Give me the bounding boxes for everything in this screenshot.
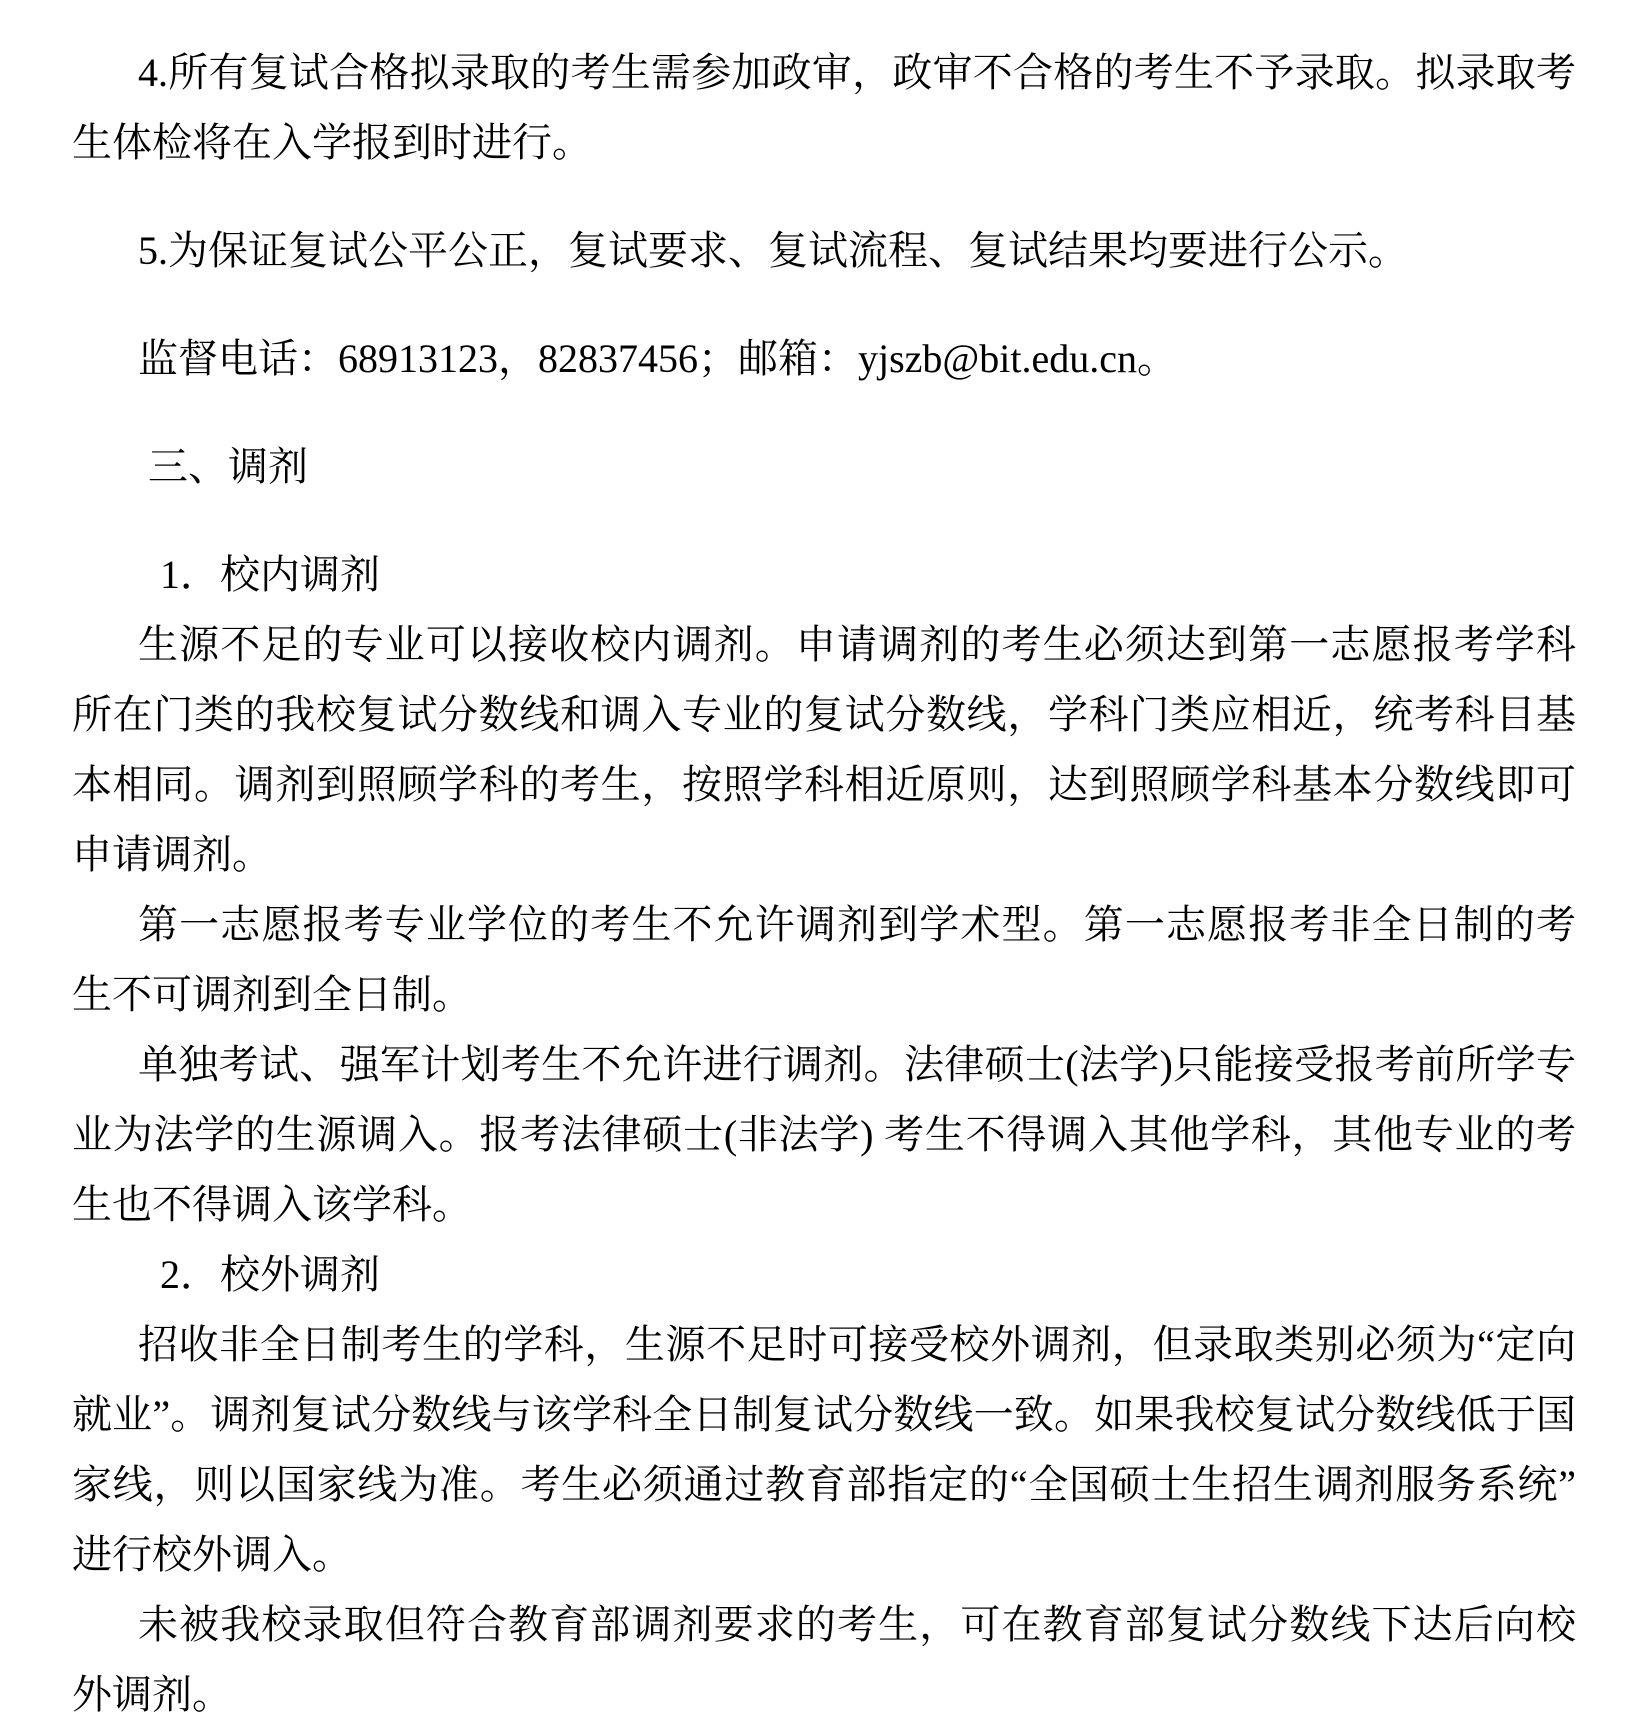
paragraph-political-review: 4.所有复试合格拟录取的考生需参加政审，政审不合格的考生不予录取。拟录取考生体检将在入学报到时进行。 <box>72 50 1576 165</box>
paragraph-special-program-restriction: 单独考试、强军计划考生不允许进行调剂。法律硕士(法学)只能接受报考前所学专业为法学的生源调入。报考法律硕士(非法学) 考生不得调入其他学科，其他专业的考生也不得调入该学科。 <box>72 1042 1576 1227</box>
heading-section-three-transfer: 三、调剂 <box>148 444 308 489</box>
paragraph-degree-type-restriction: 第一志愿报考专业学位的考生不允许调剂到学术型。第一志愿报考非全日制的考生不可调剂到全日制。 <box>72 902 1576 1017</box>
paragraph-fairness-publicity: 5.为保证复试公平公正，复试要求、复试流程、复试结果均要进行公示。 <box>138 228 1408 273</box>
paragraph-moe-transfer: 未被我校录取但符合教育部调剂要求的考生，可在教育部复试分数线下达后向校外调剂。 <box>72 1602 1576 1717</box>
heading-internal-transfer: 1．校内调剂 <box>160 552 380 597</box>
paragraph-supervision-contact: 监督电话：68913123，82837456；邮箱：yjszb@bit.edu.cn。 <box>138 336 1178 381</box>
paragraph-internal-transfer-rules: 生源不足的专业可以接收校内调剂。申请调剂的考生必须达到第一志愿报考学科所在门类的我校复试分数线和调入专业的复试分数线，学科门类应相近，统考科目基本相同。调剂到照顾学科的考生，按照学科相近原则，达到照顾学科基本分数线即可申请调剂。 <box>72 622 1576 877</box>
paragraph-external-transfer-rules: 招收非全日制考生的学科，生源不足时可接受校外调剂，但录取类别必须为“定向就业”。调剂复试分数线与该学科全日制复试分数线一致。如果我校复试分数线低于国家线，则以国家线为准。考生必须通过教育部指定的“全国硕士生招生调剂服务系统”进行校外调入。 <box>72 1322 1576 1577</box>
heading-external-transfer: 2．校外调剂 <box>160 1252 380 1297</box>
